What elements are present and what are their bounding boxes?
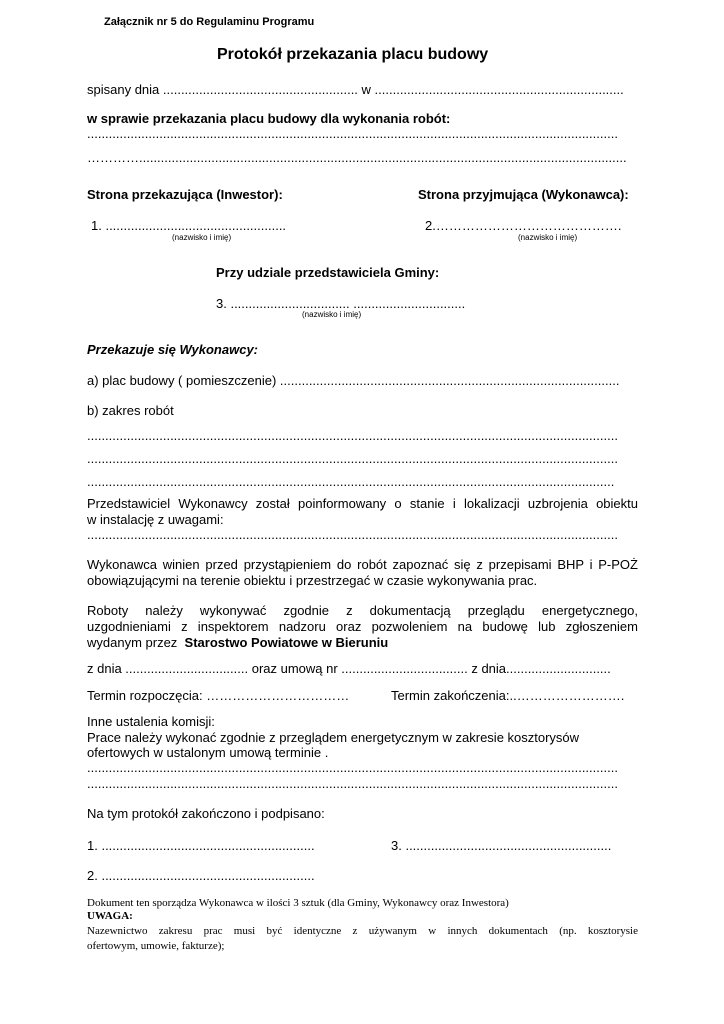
termin-zakonczenia: Termin zakończenia:..…………………….	[391, 688, 625, 703]
strona-przekazujaca: Strona przekazująca (Inwestor):	[87, 187, 283, 202]
uwaga-text-line-2: ofertowym, umowie, fakturze);	[87, 940, 225, 952]
signature-line-2: 2.…………………………………….	[425, 218, 622, 233]
gmina-heading: Przy udziale przedstawiciela Gminy:	[216, 265, 440, 280]
przedstawiciel-line-2: w instalację z uwagami:	[87, 512, 224, 527]
spisany-line: spisany dnia ...................................................... w .....................................................................	[87, 82, 624, 97]
inne-ustalenia-label: Inne ustalenia komisji:	[87, 714, 215, 729]
final-signature-3: 3. .........................................................	[391, 838, 612, 853]
z-dnia-line: z dnia .................................. oraz umową nr ................................... z dnia.............................	[87, 661, 611, 676]
przedstawiciel-line-1: Przedstawiciel Wykonawcy został poinformowany o stanie i lokalizacji uzbrojenia obiektu	[87, 496, 638, 511]
uwagi-dots: ...................................................................................................................................................	[87, 527, 618, 542]
sprawa-dots-2: ………….......................................................................................................................................	[87, 150, 627, 165]
strona-przyjmujaca: Strona przyjmująca (Wykonawca):	[418, 187, 629, 202]
zakres-dots-1: ...................................................................................................................................................	[87, 428, 618, 443]
name-hint-2: (nazwisko i imię)	[518, 233, 578, 242]
footer-note: Dokument ten sporządza Wykonawca w ilości 3 sztuk (dla Gminy, Wykonawcy oraz Inwestora)	[87, 897, 509, 909]
final-signature-1: 1. ...........................................................	[87, 838, 315, 853]
name-hint-3: (nazwisko i imię)	[302, 310, 362, 319]
termin-rozpoczecia: Termin rozpoczęcia: ……………………………	[87, 688, 350, 703]
final-signature-2: 2. ...........................................................	[87, 868, 315, 883]
bhp-line-2: obowiązującymi na terenie obiektu i przestrzegać w czasie wykonywania prac.	[87, 573, 538, 588]
sprawa-dots-1: ...................................................................................................................................................	[87, 126, 618, 141]
plac-budowy-line: a) plac budowy ( pomieszczenie) ..............................................................................................	[87, 373, 620, 388]
zakres-robot-label: b) zakres robót	[87, 403, 174, 418]
zakres-dots-3: ..................................................................................................................................................	[87, 474, 615, 489]
starostwo-name: Starostwo Powiatowe w Bieruniu	[184, 635, 389, 650]
inne-dots-1: ...................................................................................................................................................	[87, 760, 618, 775]
przekazuje-heading: Przekazuje się Wykonawcy:	[87, 342, 259, 357]
signature-line-1: 1. ..................................................	[91, 218, 287, 233]
roboty-prefix: wydanym przez	[87, 635, 178, 650]
inne-ustalenia-line-3: ofertowych w ustalonym umową terminie .	[87, 745, 329, 760]
inne-ustalenia-line-2: Prace należy wykonać zgodnie z przeglądem energetycznym w zakresie kosztorysów	[87, 730, 580, 745]
roboty-line-2: uzgodnieniami z inspektorem nadzoru oraz pozwoleniem na budowę lub zgłoszeniem	[87, 619, 638, 634]
page-title: Protokół przekazania placu budowy	[217, 46, 489, 63]
bhp-line-1: Wykonawca winien przed przystąpieniem do robót zapoznać się z przepisami BHP i P-POŻ	[87, 557, 638, 572]
name-hint-1: (nazwisko i imię)	[172, 233, 232, 242]
signature-line-3: 3. ................................. ...............................	[216, 296, 466, 311]
sprawa-heading: w sprawie przekazania placu budowy dla wykonania robót:	[87, 111, 451, 126]
zakres-dots-2: ...................................................................................................................................................	[87, 451, 618, 466]
roboty-line-3	[87, 635, 388, 650]
inne-dots-2: ...................................................................................................................................................	[87, 776, 618, 791]
annex-header: Załącznik nr 5 do Regulaminu Programu	[104, 16, 315, 28]
uwaga-label: UWAGA:	[87, 910, 133, 922]
roboty-line-1: Roboty należy wykonywać zgodnie z dokumentacją przeglądu energetycznego,	[87, 603, 638, 618]
zakonczono-line: Na tym protokół zakończono i podpisano:	[87, 806, 325, 821]
uwaga-text-line-1: Nazewnictwo zakresu prac musi być identyczne z używanym w innych dokumentach (np. kosztorysie	[87, 925, 638, 937]
